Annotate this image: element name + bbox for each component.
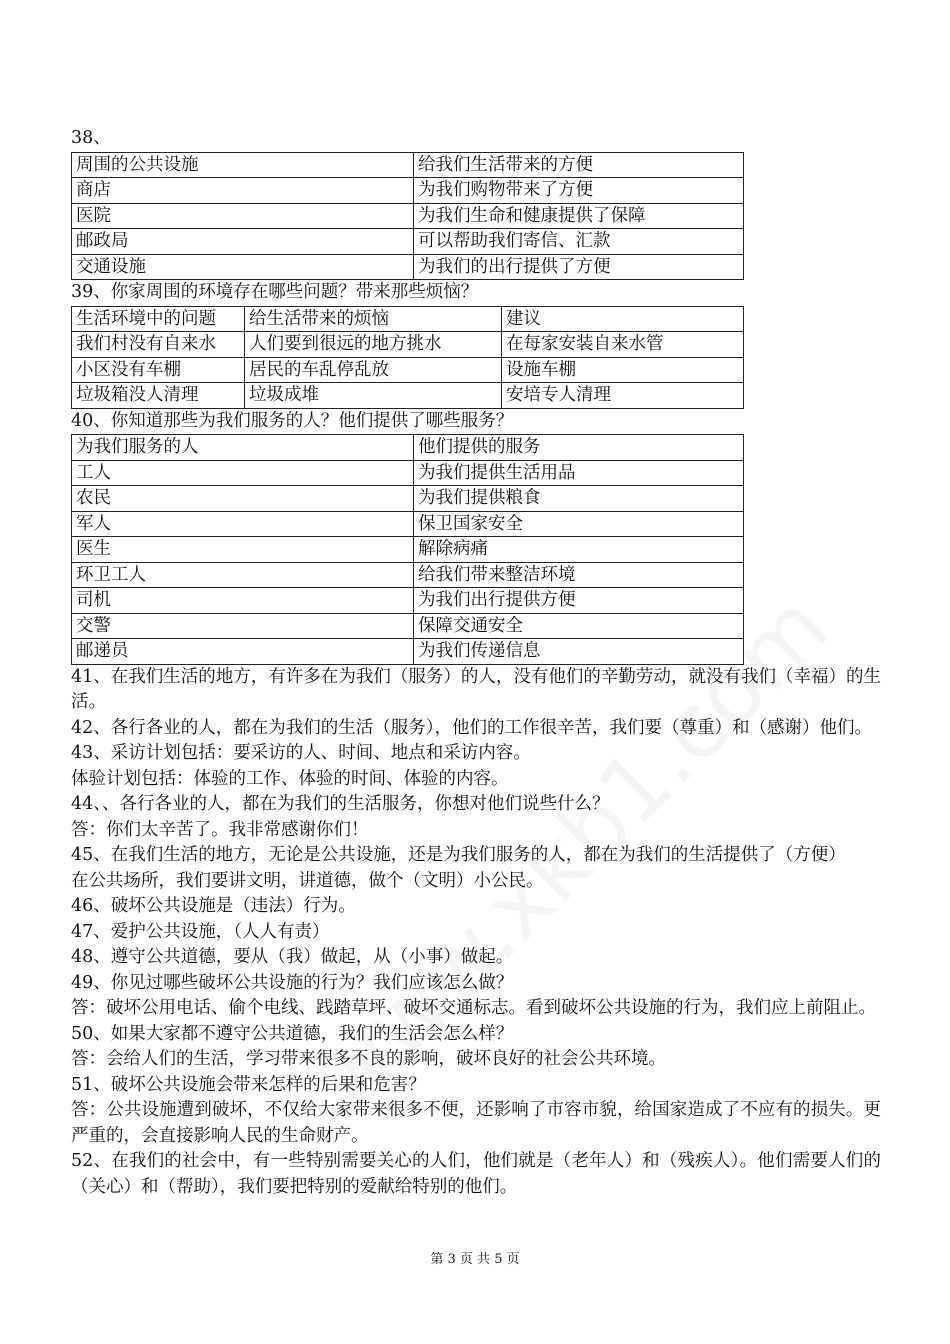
table-cell: 他们提供的服务 xyxy=(414,435,744,461)
table-cell: 垃圾箱没人清理 xyxy=(72,383,245,409)
table-row xyxy=(72,254,744,280)
table-cell: 为我们生命和健康提供了保障 xyxy=(414,203,744,229)
paragraph: 41、在我们生活的地方，有许多在为我们（服务）的人，没有他们的辛勤劳动，就没有我们（幸福）的生活。 xyxy=(71,666,881,712)
table-row xyxy=(72,229,744,255)
q40-title: 40、你知道那些为我们服务的人？他们提供了哪些服务？ xyxy=(71,410,514,431)
table-cell: 交警 xyxy=(72,613,414,639)
q38-title: 38、 xyxy=(71,128,111,148)
paragraph: 43、采访计划包括：要采访的人、时间、地点和采访内容。 xyxy=(71,743,531,763)
table-cell: 邮政局 xyxy=(72,229,414,255)
table-header-row xyxy=(72,152,744,178)
table-cell: 为我们传递信息 xyxy=(414,639,744,665)
paragraph: 48、遵守公共道德，要从（我）做起，从（小事）做起。 xyxy=(71,947,514,967)
table-cell: 保卫国家安全 xyxy=(414,511,744,537)
table-row xyxy=(72,357,744,383)
table-cell: 居民的车乱停乱放 xyxy=(245,357,502,383)
table-cell: 农民 xyxy=(72,486,414,512)
table-cell: 邮递员 xyxy=(72,639,414,665)
table-cell: 周围的公共设施 xyxy=(72,152,414,178)
paragraph: 50、如果大家都不遵守公共道德，我们的生活会怎么样？ xyxy=(71,1023,514,1044)
q39-table xyxy=(71,306,744,409)
paragraph: 体验计划包括：体验的工作、体验的时间、体验的内容。 xyxy=(71,768,509,789)
table-row xyxy=(72,383,744,409)
table-cell: 医院 xyxy=(72,203,414,229)
table-cell: 交通设施 xyxy=(72,254,414,280)
table-cell: 解除病痛 xyxy=(414,537,744,563)
table-cell: 给生活带来的烦恼 xyxy=(245,306,502,332)
table-cell: 生活环境中的问题 xyxy=(72,306,245,332)
table-cell: 垃圾成堆 xyxy=(245,383,502,409)
table-row xyxy=(72,486,744,512)
answer-paragraphs xyxy=(71,665,881,1201)
table-cell: 为我们服务的人 xyxy=(72,435,414,461)
table-row xyxy=(72,511,744,537)
table-cell: 给我们生活带来的方便 xyxy=(414,152,744,178)
table-cell: 人们要到很远的地方挑水 xyxy=(245,332,502,358)
q39-title: 39、你家周围的环境存在哪些问题？带来那些烦恼？ xyxy=(71,282,479,302)
table-header-row xyxy=(72,306,744,332)
paragraph: 49、你见过哪些破坏公共设施的行为？我们应该怎么做？ xyxy=(71,972,514,993)
paragraph: 52、在我们的社会中，有一些特别需要关心的人们，他们就是（老年人）和（残疾人）。他们需要人们的（关心）和（帮助），我们要把特别的爱献给特别的他们。 xyxy=(71,1151,881,1197)
page-footer: 第 3 页 共 5 页 xyxy=(430,1252,520,1267)
table-cell: 为我们提供粮食 xyxy=(414,486,744,512)
table-row xyxy=(72,537,744,563)
paragraph: 42、各行各业的人，都在为我们的生活（服务），他们的工作很辛苦，我们要（尊重）和（感谢）他们。 xyxy=(71,717,873,738)
table-cell: 为我们出行提供方便 xyxy=(414,588,744,614)
table-cell: 为我们购物带来了方便 xyxy=(414,178,744,204)
paragraph: 在公共场所，我们要讲文明，讲道德，做个（文明）小公民。 xyxy=(71,870,544,891)
paragraph: 47、爱护公共设施，（人人有责） xyxy=(71,921,330,942)
paragraph: 45、在我们生活的地方，无论是公共设施，还是为我们服务的人，都在为我们的生活提供了（方便） xyxy=(71,845,846,865)
paragraph: 答：你们太辛苦了。我非常感谢你们！ xyxy=(71,819,369,840)
table-cell: 为我们的出行提供了方便 xyxy=(414,254,744,280)
table-cell: 小区没有车棚 xyxy=(72,357,245,383)
paragraph: 51、破坏公共设施会带来怎样的后果和危害？ xyxy=(71,1074,426,1095)
table-header-row xyxy=(72,435,744,461)
paragraph: 46、破坏公共设施是（违法）行为。 xyxy=(71,896,356,916)
table-cell: 为我们提供生活用品 xyxy=(414,460,744,486)
table-row xyxy=(72,178,744,204)
table-row xyxy=(72,639,744,665)
q38-table xyxy=(71,152,744,281)
table-row xyxy=(72,460,744,486)
table-row xyxy=(72,613,744,639)
table-cell: 给我们带来整洁环境 xyxy=(414,562,744,588)
table-cell: 环卫工人 xyxy=(72,562,414,588)
table-row xyxy=(72,203,744,229)
table-cell: 设施车棚 xyxy=(502,357,744,383)
table-cell: 在每家安装自来水管 xyxy=(502,332,744,358)
table-cell: 军人 xyxy=(72,511,414,537)
paragraph: 答：会给人们的生活，学习带来很多不良的影响，破坏良好的社会公共环境。 xyxy=(71,1049,666,1069)
table-row xyxy=(72,562,744,588)
table-cell: 安培专人清理 xyxy=(502,383,744,409)
table-row xyxy=(72,588,744,614)
table-cell: 保障交通安全 xyxy=(414,613,744,639)
table-cell: 我们村没有自来水 xyxy=(72,332,245,358)
paragraph: 答：公共设施遭到破坏，不仅给大家带来很多不便，还影响了市容市貌，给国家造成了不应有的损失。更严重的，会直接影响人民的生命财产。 xyxy=(71,1100,881,1146)
table-cell: 司机 xyxy=(72,588,414,614)
table-row xyxy=(72,332,744,358)
table-cell: 建议 xyxy=(502,306,744,332)
table-cell: 商店 xyxy=(72,178,414,204)
paragraph: 答：破坏公用电话、偷个电线、践踏草坪、破坏交通标志。看到破坏公共设施的行为，我们应上前阻止。 xyxy=(71,998,876,1018)
table-cell: 可以帮助我们寄信、汇款 xyxy=(414,229,744,255)
q40-table xyxy=(71,434,744,665)
table-cell: 医生 xyxy=(72,537,414,563)
paragraph: 44、、各行各业的人，都在为我们的生活服务，你想对他们说些什么？ xyxy=(71,794,610,814)
document-body xyxy=(71,126,881,1200)
table-cell: 工人 xyxy=(72,460,414,486)
